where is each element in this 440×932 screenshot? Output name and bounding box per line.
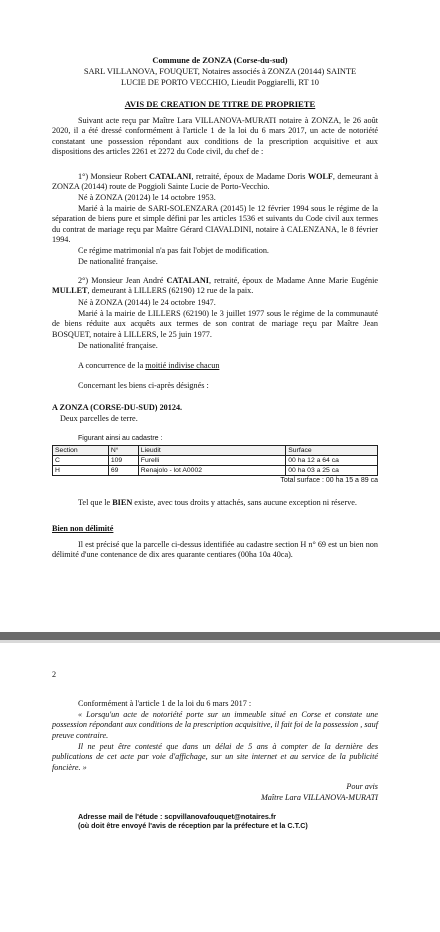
owner1-married-text: Marié à la mairie de SARI-SOLENZARA (20145) le 12 février 1994 sous le régime de la séparation de biens pure et simple défini par les articles 1536 et suivants du Code civil aux termes du contrat de mariage reçu par Maître Gérard CIAVALDINI, notaire à CALENZANA, le 8 février 1994. (52, 204, 378, 245)
owner2-name: CATALANI (166, 276, 209, 285)
owner2-paragraph (52, 276, 378, 297)
conform-text: Conformément à l'article 1 de la loi du 6 mars 2017 : (78, 699, 252, 708)
cadastre-caption (52, 434, 378, 443)
law-quote-2-text: Il ne peut être contesté que dans un délai de 5 ans à compter de la dernière des publications de cet acte par voie d'affichage, sur un site internet et au service de la publicité foncière. » (52, 742, 378, 772)
owner1-nationality (52, 257, 378, 267)
table-row (53, 466, 378, 476)
cadastre-table (52, 445, 378, 476)
concurrence-line (52, 361, 378, 371)
owner1-prefix: 1°) Monsieur Robert (78, 172, 150, 181)
law-quote-2 (52, 742, 378, 773)
non-delimite-paragraph (52, 540, 378, 561)
non-delimite-title: Bien non délimité (52, 524, 114, 533)
cadastre-header-surface: Surface (286, 446, 378, 456)
owner2-spouse: MULLET (52, 286, 88, 296)
cadastre-header-section: Section (53, 446, 109, 456)
owner1-paragraph (52, 172, 378, 193)
cell-surface: 00 ha 12 a 64 ca (286, 456, 378, 466)
law-quote-1-text: « Lorsqu'un acte de notoriété porte sur un immeuble situé en Corse et constate une possession répondant aux conditions de la prescription acquisitive, il fait foi de la possession , sauf preuve contraire. (52, 710, 378, 740)
cell-surface: 00 ha 03 a 25 ca (286, 466, 378, 476)
concurrence-emph: moitié indivise chacun (145, 361, 220, 370)
owner2-nationality-text: De nationalité française. (78, 341, 158, 350)
commune-heading: Commune de ZONZA (Corse-du-sud) (152, 56, 288, 65)
owner1-spouse: WOLF (307, 172, 333, 181)
total-surface: Total surface : 00 ha 15 a 89 ca (280, 477, 378, 484)
owner1-text2: , demeurant à ZONZA (20144) route de Poggioli Sainte Lucie de Porto-Vecchio. (52, 172, 378, 192)
notice-title: AVIS DE CREATION DE TITRE DE PROPRIETE (124, 99, 316, 109)
document-page-2 (0, 640, 440, 932)
concurrence-prefix: A concurrence de la (78, 361, 146, 370)
owner2-married (52, 309, 378, 340)
table-row (53, 456, 378, 466)
pour-avis: Pour avis (346, 782, 378, 791)
concernant-text: Concernant les biens ci-après désignés : (78, 381, 209, 390)
bien-emph: BIEN (112, 498, 133, 507)
property-location: A ZONZA (CORSE-DU-SUD) 20124. (52, 403, 183, 412)
bien-suffix: existe, avec tous droits y attachés, sans aucune exception ni réserve. (132, 498, 357, 507)
notary-office-line: SARL VILLANOVA, FOUQUET, Notaires associés à ZONZA (20144) SAINTE (83, 67, 357, 76)
notary-address-line: LUCIE DE PORTO VECCHIO, Lieudit Poggiarelli, RT 10 (121, 78, 319, 87)
owner2-married-text: Marié à la mairie de LILLERS (62190) le 3 juillet 1977 sous le régime de la communauté de biens réduite aux acquêts aux termes de son contrat de mariage reçu par Maître Jean BOSQUET, notaire à LILLERS, le 25 juin 1977. (52, 309, 378, 339)
owner1-regime (52, 246, 378, 256)
concernant-line (52, 381, 378, 391)
owner1-name: CATALANI (149, 172, 192, 181)
cadastre-header-row (53, 446, 378, 456)
owner2-text1: , retraité, époux de Madame Anne Marie Eugénie (208, 276, 378, 285)
page-separator (0, 632, 440, 640)
owner2-text2: , demeurant à LILLERS (62190) 12 rue de la paix. (87, 286, 254, 296)
cell-lieudit: Renajolo - lot A0002 (138, 466, 285, 476)
owner2-nationality (52, 341, 378, 351)
cell-number: 109 (108, 456, 138, 466)
cell-section: H (53, 466, 109, 476)
owner2-prefix: 2°) Monsieur Jean André (78, 276, 167, 285)
cell-number: 69 (108, 466, 138, 476)
signer-name: Maître Lara VILLANOVA-MURATI (260, 793, 378, 802)
owner1-married (52, 204, 378, 246)
parcels-description (52, 414, 378, 424)
owner1-born-text: Né à ZONZA (20124) le 14 octobre 1953. (78, 193, 216, 202)
owner1-regime-text: Ce régime matrimonial n'a pas fait l'objet de modification. (78, 246, 269, 255)
intro-text: Suivant acte reçu par Maître Lara VILLANOVA-MURATI notaire à ZONZA, le 26 août 2020, il a été dressé conformément à l'article 1 de la loi du 6 mars 2017, un acte de notoriété constatant une possession répondant aux conditions de la prescription acquisitive et aux dispositions des articles 2261 et 2272 du Code civil, du chef de : (52, 116, 378, 157)
cadastre-header-lieudit: Lieudit (138, 446, 285, 456)
bien-paragraph (52, 498, 378, 508)
owner1-text1: , retraité, époux de Madame Doris (191, 172, 308, 181)
intro-paragraph (52, 116, 378, 158)
owner1-born (52, 193, 378, 203)
owner1-nationality-text: De nationalité française. (78, 257, 158, 266)
law-quote-1 (52, 710, 378, 741)
owner2-born-text: Né à ZONZA (20144) le 24 octobre 1947. (78, 298, 216, 307)
cell-section: C (53, 456, 109, 466)
mail-note: (où doit être envoyé l'avis de réception par la préfecture et la C.T.C) (78, 821, 308, 830)
cell-lieudit: Furelli (138, 456, 285, 466)
cadastre-caption-text: Figurant ainsi au cadastre : (78, 435, 163, 442)
cadastre-header-number: N° (108, 446, 138, 456)
conform-line (52, 699, 378, 709)
non-delimite-text: Il est précisé que la parcelle ci-dessus identifiée au cadastre section H n° 69 est un bien non délimité d'une contenance de dix ares quarante centiares (00ha 10a 40ca). (52, 540, 378, 560)
bien-prefix: Tel que le (78, 498, 113, 507)
owner2-born (52, 298, 378, 308)
mail-line: Adresse mail de l'étude : scpvillanovafouquet@notaires.fr (78, 812, 277, 821)
parcels-description-text: Deux parcelles de terre. (60, 414, 138, 423)
page-number: 2 (52, 670, 57, 679)
